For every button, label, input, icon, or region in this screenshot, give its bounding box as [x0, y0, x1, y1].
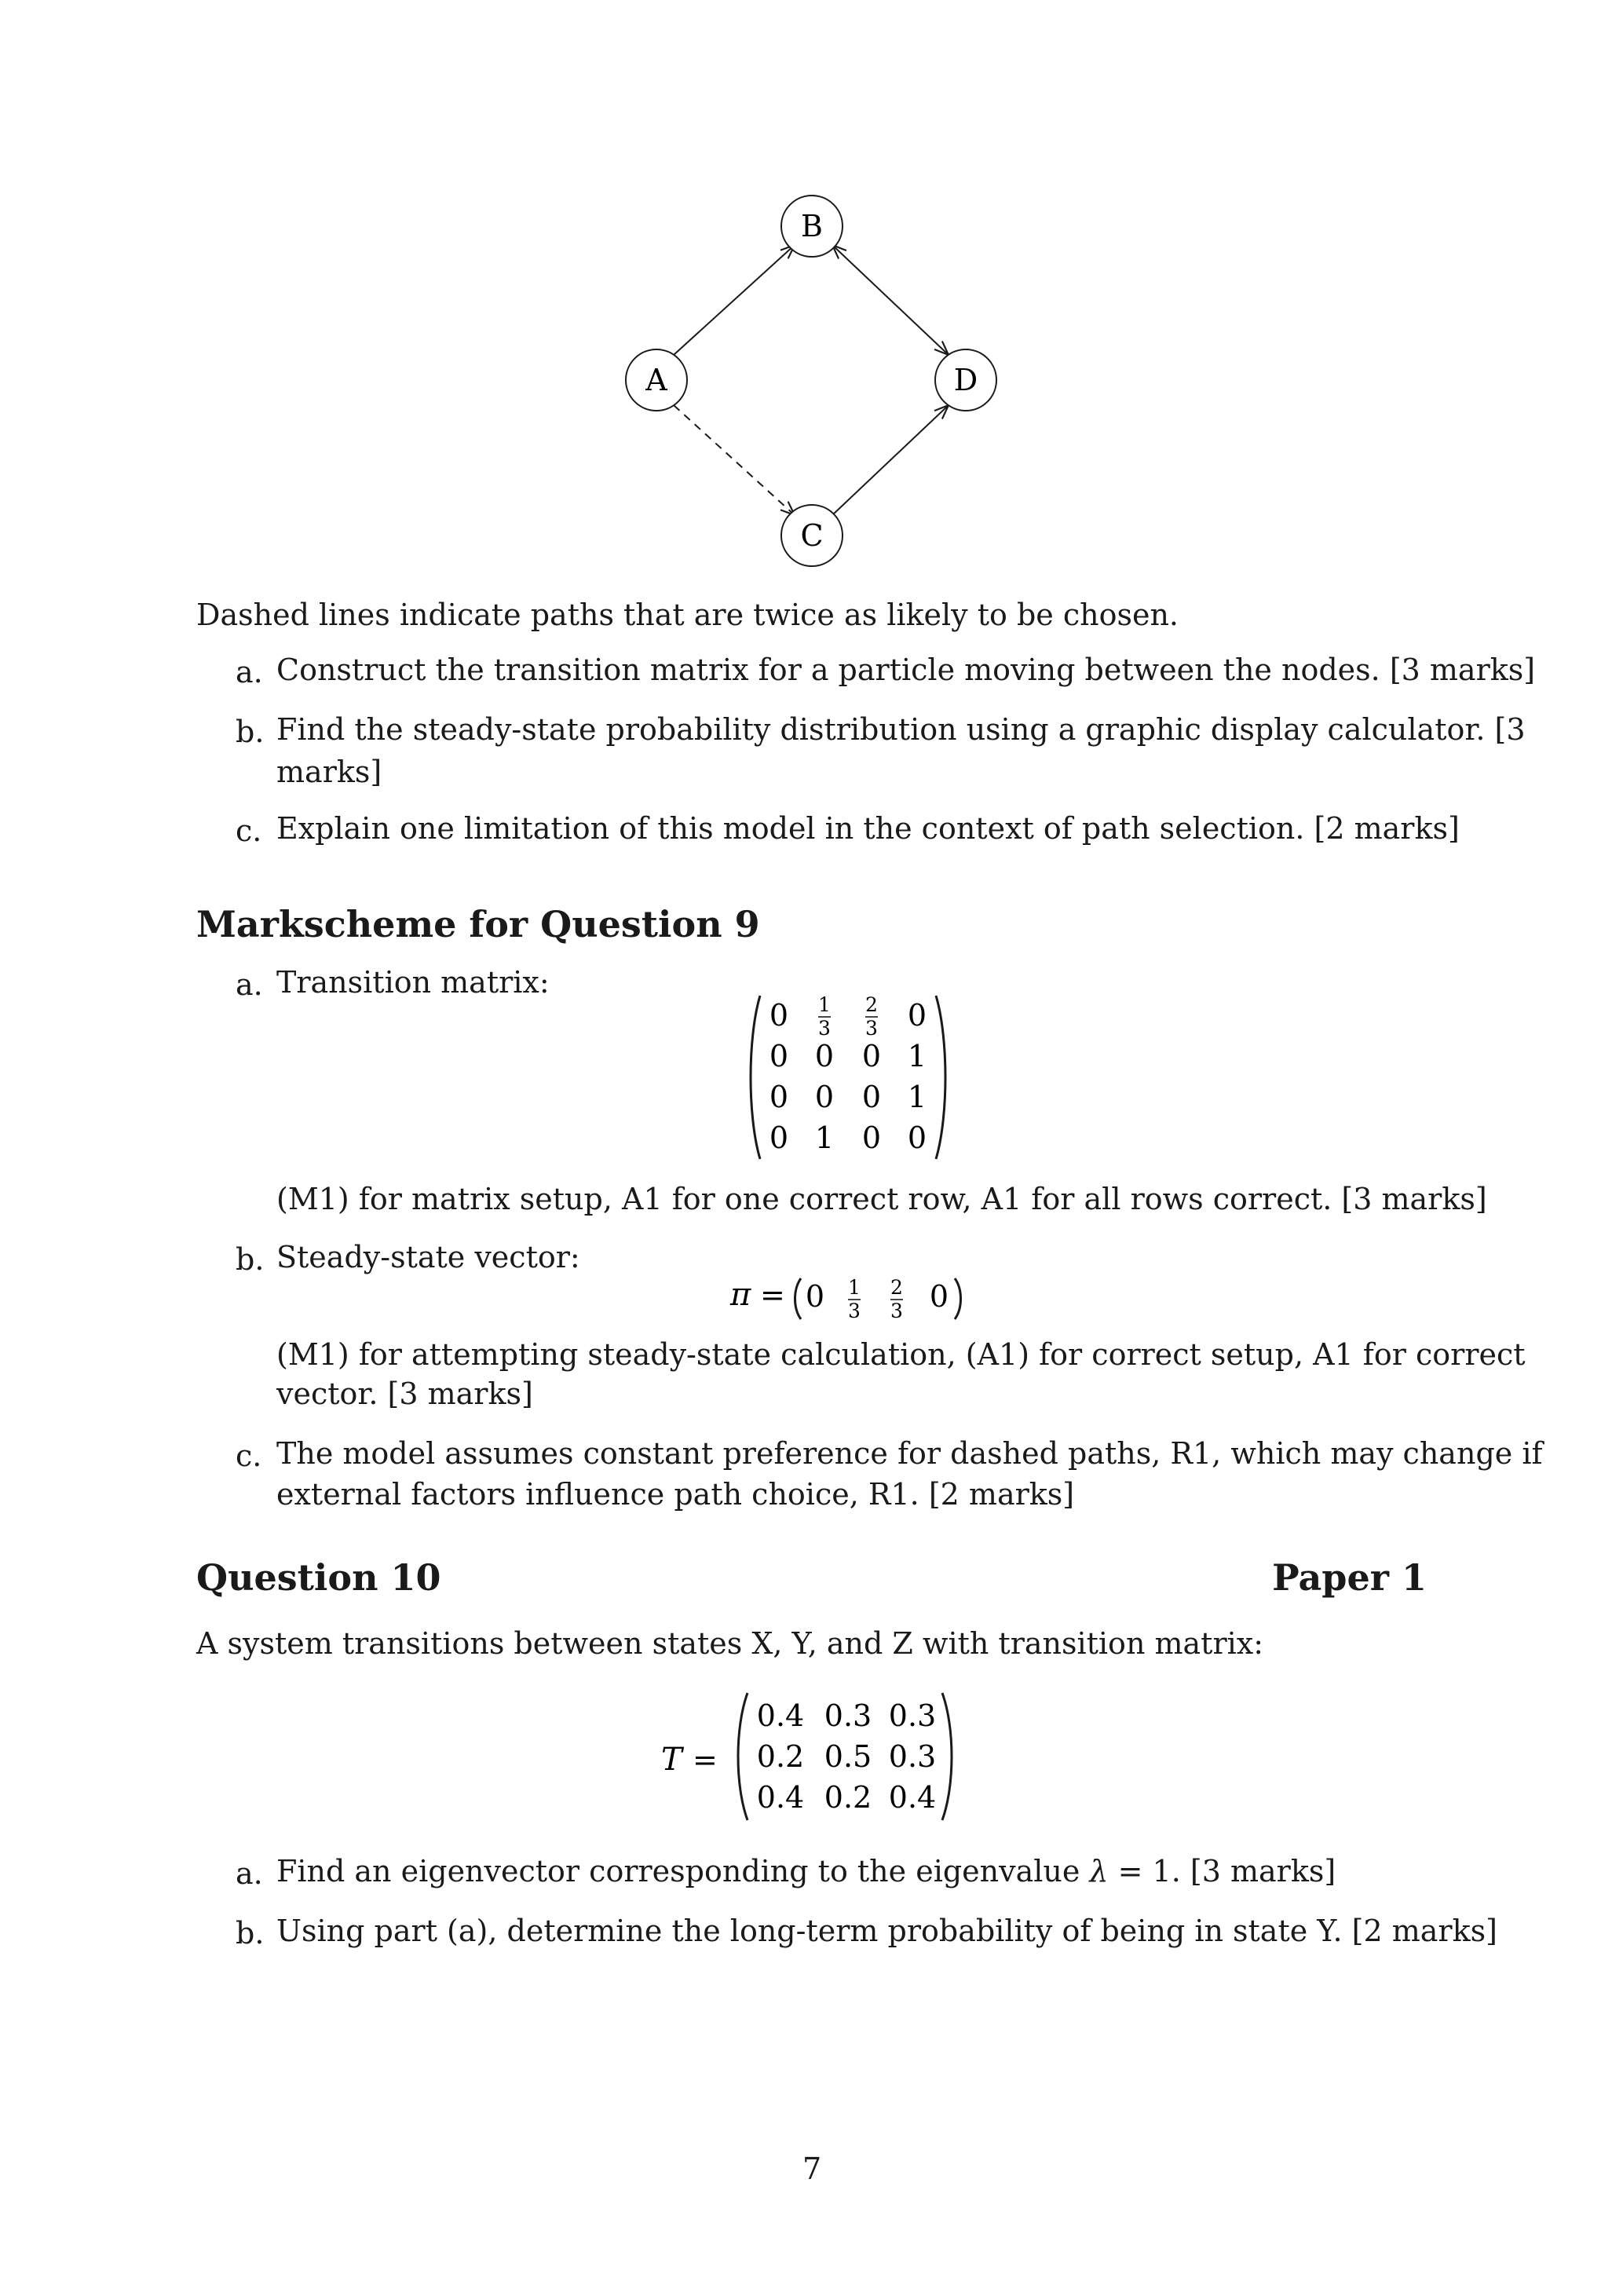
q10-matrix-equals: = [693, 1742, 718, 1777]
q10-part-a-text [276, 1850, 1336, 1892]
ms-vector-cell: 0 [929, 1279, 949, 1314]
ms-part-b-label: b. [236, 1242, 265, 1277]
ms-matrix-cell: 0 [861, 1080, 882, 1114]
q9-part-b-label: b. [236, 715, 265, 749]
q10-matrix-cell: 0.2 [756, 1739, 805, 1774]
q9-part-a-text: Construct the transition matrix for a particle moving between the nodes. [3 marks] [276, 653, 1536, 687]
q10-matrix-cell: 0.3 [888, 1739, 937, 1774]
ms-matrix-frac-1-3 [818, 993, 831, 1040]
ms-part-a-label: a. [236, 967, 263, 1002]
ms-matrix-cell: 0 [769, 998, 789, 1033]
q10-matrix-cell: 0.2 [824, 1780, 872, 1815]
ms-matrix-cell: 0 [814, 1080, 835, 1114]
ms-part-a-note: (M1) for matrix setup, A1 for one correct row, A1 for all rows correct. [3 marks] [276, 1182, 1487, 1216]
node-a [626, 349, 687, 411]
node-b [781, 196, 843, 257]
ms-matrix-cell: 0 [814, 1039, 835, 1073]
svg-text:3: 3 [848, 1300, 861, 1322]
q10-part-a-label: a. [236, 1856, 263, 1891]
q9-part-a-label: a. [236, 655, 263, 689]
q9-part-b-line2: marks] [276, 755, 382, 789]
q10-intro: A system transitions between states X, Y, and Z with transition matrix: [196, 1626, 1264, 1661]
ms-pi-equals: = [760, 1278, 785, 1312]
svg-text:1: 1 [848, 1276, 861, 1299]
dashed-lines-note: Dashed lines indicate paths that are twice as likely to be chosen. [196, 598, 1179, 632]
q10-matrix-cell: 0.5 [824, 1739, 872, 1774]
q9-part-c-text: Explain one limitation of this model in the context of path selection. [2 marks] [276, 811, 1460, 846]
ms-pi-symbol: π [730, 1277, 751, 1313]
ms-vector-frac-1-3 [848, 1276, 861, 1322]
q10-heading: Question 10 [196, 1556, 441, 1599]
svg-text:2: 2 [865, 993, 878, 1016]
node-b-label: B [801, 209, 823, 243]
ms-part-b-note-line1: (M1) for attempting steady-state calculation, (A1) for correct setup, A1 for correct [276, 1337, 1526, 1372]
svg-text:2: 2 [890, 1276, 903, 1299]
q10-part-a-pre: Find an eigenvector corresponding to the eigenvalue [276, 1854, 1090, 1888]
q10-paper-label: Paper 1 [1272, 1556, 1427, 1599]
svg-text:3: 3 [890, 1300, 903, 1322]
q10-part-a-eq: = 1. [3 marks] [1108, 1854, 1336, 1888]
q10-matrix-cell: 0.4 [756, 1698, 805, 1733]
node-c [781, 505, 843, 566]
node-a-label: A [645, 363, 667, 397]
ms-matrix-cell: 0 [769, 1039, 789, 1073]
ms-matrix-cell: 0 [907, 998, 927, 1033]
ms-part-b-text: Steady-state vector: [276, 1240, 580, 1274]
ms-matrix-cell: 1 [907, 1080, 927, 1114]
q10-transition-matrix [652, 1688, 966, 1830]
q9-part-c-label: c. [236, 813, 262, 848]
node-c-label: C [800, 518, 824, 553]
svg-text:1: 1 [818, 993, 831, 1016]
ms-matrix-cell: 1 [907, 1039, 927, 1073]
ms-steady-state-vector [722, 1264, 974, 1327]
ms-vector-cell: 0 [805, 1279, 825, 1314]
ms-matrix-cell: 1 [814, 1121, 835, 1155]
q9-part-b-line1: Find the steady-state probability distribution using a graphic display calculator. [3 [276, 712, 1526, 747]
q10-matrix-name: T [661, 1742, 682, 1778]
ms-matrix-cell: 0 [861, 1039, 882, 1073]
svg-text:3: 3 [865, 1017, 878, 1040]
ms-matrix-frac-2-3 [865, 993, 878, 1040]
q10-part-b-label: b. [236, 1916, 265, 1951]
ms-part-c-line2: external factors influence path choice, R1. [2 marks] [276, 1477, 1075, 1512]
node-d [935, 349, 996, 411]
edge-a-c-dashed [674, 405, 795, 515]
q10-matrix-cell: 0.3 [824, 1698, 872, 1733]
ms-part-c-label: c. [236, 1439, 262, 1473]
page-number: 7 [802, 2152, 822, 2186]
ms-part-a-text: Transition matrix: [276, 965, 550, 1000]
node-d-label: D [953, 363, 978, 397]
q10-part-b-text: Using part (a), determine the long-term probability of being in state Y. [2 marks] [276, 1914, 1497, 1948]
q10-matrix-cell: 0.4 [756, 1780, 805, 1815]
q10-lambda: λ [1089, 1854, 1109, 1888]
ms-matrix-cell: 0 [769, 1121, 789, 1155]
graph-diagram [0, 0, 1623, 597]
edge-a-b [674, 245, 795, 355]
ms-matrix-cell: 0 [907, 1121, 927, 1155]
q10-matrix-cell: 0.4 [888, 1780, 937, 1815]
svg-text:3: 3 [818, 1017, 831, 1040]
ms-transition-matrix [746, 991, 950, 1164]
ms-matrix-cell: 0 [861, 1121, 882, 1155]
edge-b-d [832, 245, 949, 355]
ms-part-c-line1: The model assumes constant preference for dashed paths, R1, which may change if [276, 1436, 1543, 1471]
q10-matrix-cell: 0.3 [888, 1698, 937, 1733]
ms-vector-frac-2-3 [890, 1276, 903, 1322]
markscheme-heading: Markscheme for Question 9 [196, 903, 760, 945]
ms-matrix-cell: 0 [769, 1080, 789, 1114]
ms-part-b-note-line2: vector. [3 marks] [276, 1377, 533, 1411]
edge-c-d [832, 405, 949, 515]
